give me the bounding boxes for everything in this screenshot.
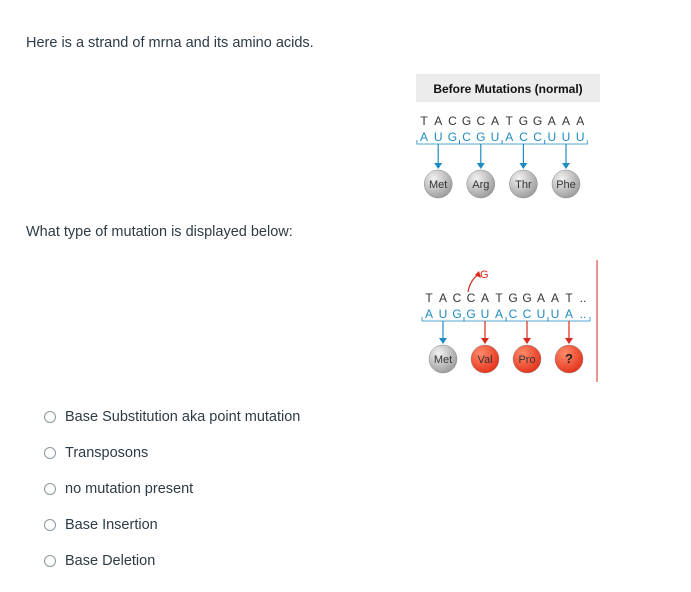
- dna-base: A: [561, 114, 571, 128]
- mrna-base: U: [490, 130, 500, 144]
- radio-button[interactable]: [44, 483, 56, 495]
- normal-mutation-figure: [416, 70, 600, 205]
- answer-options: [44, 399, 300, 579]
- codon-arrow-head: [481, 338, 489, 344]
- amino-acid-label: Met: [429, 179, 448, 191]
- dna-base: A: [547, 114, 556, 128]
- dna-base: C: [476, 114, 486, 128]
- mrna-base: A: [505, 130, 514, 144]
- mrna-base: U: [536, 307, 546, 321]
- dna-base: G: [532, 114, 543, 128]
- mrna-base: U: [550, 307, 560, 321]
- codon-arrow-head: [519, 163, 527, 169]
- mrna-base: A: [424, 307, 434, 321]
- dna-base: A: [438, 291, 448, 305]
- dna-base: G: [518, 114, 529, 128]
- inserted-base-label: G: [480, 269, 489, 281]
- amino-acid-label: ?: [565, 351, 573, 366]
- mrna-base: U: [561, 130, 571, 144]
- amino-acid-label: Phe: [556, 179, 576, 191]
- mrna-base: C: [522, 307, 532, 321]
- dna-base: C: [452, 291, 462, 305]
- mrna-base: C: [462, 130, 471, 144]
- radio-button[interactable]: [44, 555, 56, 567]
- amino-acid-label: Val: [477, 354, 493, 366]
- mrna-base: ..: [579, 307, 587, 321]
- mrna-base: U: [433, 130, 443, 144]
- codon-arrow-head: [565, 338, 573, 344]
- codon-arrow-head: [562, 163, 570, 169]
- intro-text: Here is a strand of mrna and its amino acids.: [26, 35, 314, 51]
- dna-base: G: [461, 114, 472, 128]
- dna-base: A: [550, 291, 560, 305]
- answer-label: no mutation present: [65, 481, 194, 497]
- mrna-base: U: [480, 307, 490, 321]
- dna-base: A: [480, 291, 490, 305]
- amino-acid-label: Thr: [515, 179, 532, 191]
- dna-base: A: [536, 291, 546, 305]
- answer-option[interactable]: [44, 543, 300, 579]
- mutated-figure: [416, 260, 600, 385]
- mrna-base: A: [564, 307, 574, 321]
- insertion-arrow: [468, 274, 479, 292]
- mrna-base: G: [447, 130, 458, 144]
- dna-base: T: [425, 291, 433, 305]
- codon-arrow-head: [439, 338, 447, 344]
- answer-label: Base Substitution aka point mutation: [65, 409, 301, 425]
- answer-option[interactable]: [44, 399, 300, 435]
- answer-label: Base Insertion: [65, 517, 158, 533]
- mrna-base: U: [547, 130, 557, 144]
- answer-option[interactable]: [44, 507, 300, 543]
- answer-label: Base Deletion: [65, 553, 156, 569]
- amino-acid-label: Met: [433, 354, 453, 366]
- dna-base: C: [448, 114, 457, 128]
- radio-button[interactable]: [44, 411, 56, 423]
- dna-base: T: [505, 114, 513, 128]
- amino-acid-label: Pro: [518, 354, 536, 366]
- codon-arrow-head: [523, 338, 531, 344]
- dna-base: C: [466, 291, 476, 305]
- answer-option[interactable]: [44, 435, 300, 471]
- dna-base: A: [434, 114, 443, 128]
- radio-button[interactable]: [44, 519, 56, 531]
- codon-arrow-head: [434, 163, 442, 169]
- mrna-base: U: [438, 307, 448, 321]
- mrna-base: A: [419, 130, 429, 144]
- mrna-base: U: [575, 130, 585, 144]
- dna-base: G: [522, 291, 532, 305]
- mrna-base: G: [476, 130, 486, 144]
- mrna-base: G: [452, 307, 462, 321]
- amino-acid-label: Arg: [472, 179, 490, 191]
- mrna-base: C: [508, 307, 518, 321]
- dna-base: G: [508, 291, 518, 305]
- radio-button[interactable]: [44, 447, 56, 459]
- dna-base: ..: [579, 291, 587, 305]
- dna-base: T: [565, 291, 573, 305]
- codon-arrow-head: [477, 163, 485, 169]
- figure-title: Before Mutations (normal): [433, 82, 583, 96]
- mrna-base: C: [533, 130, 542, 144]
- answer-label: Transposons: [65, 445, 149, 461]
- dna-base: A: [576, 114, 585, 128]
- mrna-base: A: [494, 307, 504, 321]
- mrna-base: C: [519, 130, 528, 144]
- dna-base: T: [495, 291, 503, 305]
- answer-option[interactable]: [44, 471, 300, 507]
- dna-base: A: [490, 114, 500, 128]
- question-text: What type of mutation is displayed below:: [26, 224, 293, 240]
- dna-base: T: [420, 114, 428, 128]
- mrna-base: G: [466, 307, 476, 321]
